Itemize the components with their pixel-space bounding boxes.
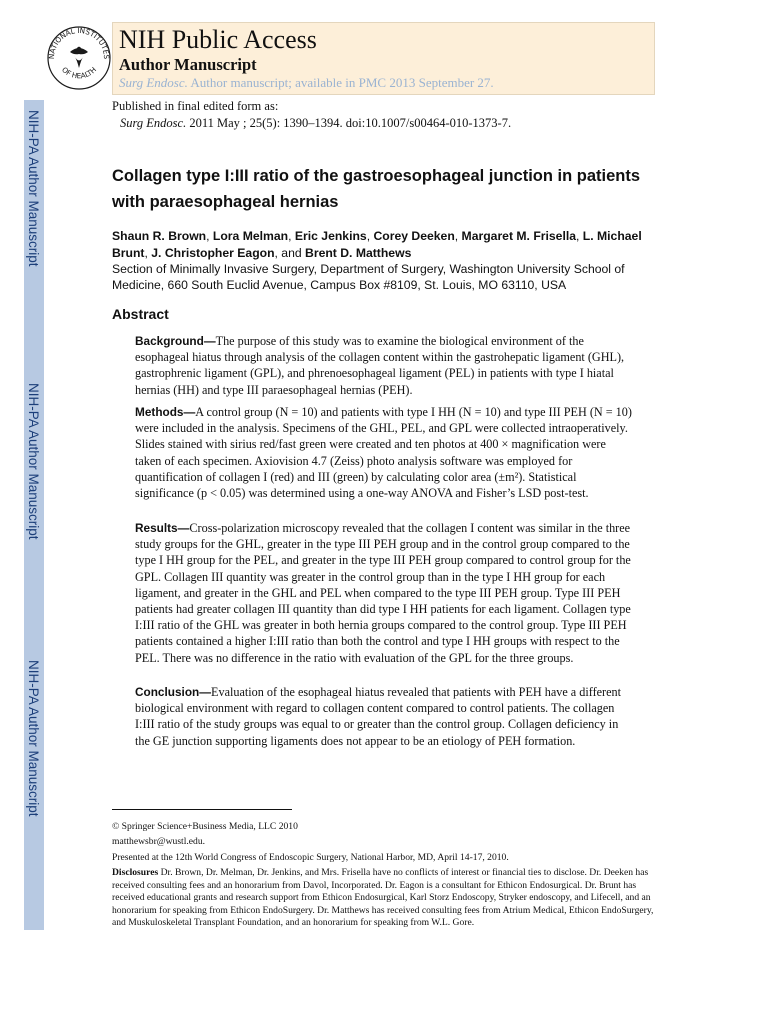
header-subtitle: Author Manuscript xyxy=(119,55,257,74)
footnote-email: matthewsbr@wustl.edu. xyxy=(112,836,206,847)
footnote-disclosures: Disclosures Dr. Brown, Dr. Melman, Dr. Jenkins, and Mrs. Frisella have no conflicts of interest or financial ties to disclose. Dr. Deeken has received consulting fees and an honorarium from Davol, Incorporated. Dr. Eagon is a consultant for Ethicon Endosurgical. Dr. Brunt has received educational grants and research support from Ethicon Endosurgical, Karl Storz Endoscopy, Stryker endoscopy, and Lifecell, and an honorarium for speaking from Ethicon EndoSurgery. Dr. Matthews has received consulting fees from Atrium Medical, Ethicon EndoSurgery, and Muskuloskeletal Transplant Foundation, and an honorarium for speaking from W.L. Gore. xyxy=(112,867,654,928)
abstract-conclusion: Conclusion—Evaluation of the esophageal hiatus revealed that patients with PEH have a different biological environment with regard to collagen content compared to control patients. The collagen I:III ratio of the study groups was equal to or greater than the control group. Collagen deficiency in the GE junction supporting ligaments does not appear to be an etiology of PEH formation. xyxy=(135,685,621,748)
nih-header xyxy=(112,22,655,95)
logo-text-bottom: OF HEALTH xyxy=(59,65,99,81)
footnote-copyright: © Springer Science+Business Media, LLC 2010 xyxy=(112,821,298,832)
abstract-heading: Abstract xyxy=(112,306,169,322)
header-title: NIH Public Access xyxy=(119,25,317,54)
footnote-rule xyxy=(112,809,292,810)
publication-label: Published in final edited form as: xyxy=(112,99,279,113)
abstract-results: Results—Cross-polarization microscopy revealed that the collagen I content was similar in the three study groups for the GHL, greater in the type III PEH group and in the control group compared to the type I HH group for the PEL, and greater in the type III PEH group compared to control group for the GPL. Collagen III quantity was greater in the control group than in the type I HH group for each ligament, and greater in the GHL and PEL when compared to the type III PEH group. Type III PEH patients had greater collagen III quantity than did type I HH patients for each ligament. Collagen type I:III ratio of the GHL was greater in both hernia groups compared to the control group. Type III PEH patients contained a higher I:III ratio than both the control and type I HH groups with respect to the PEL. There was no difference in the ratio with evaluation of the GPL for the three groups. xyxy=(135,521,631,665)
paper-title: Collagen type I:III ratio of the gastroesophageal junction in patients with paraesophageal hernias xyxy=(112,167,641,211)
publication-citation: Surg Endosc. 2011 May ; 25(5): 1390–1394. doi:10.1007/s00464-010-1373-7. xyxy=(120,116,512,130)
author-list: Shaun R. Brown, Lora Melman, Eric Jenkins, Corey Deeken, Margaret M. Frisella, L. Michael Brunt, J. Christopher Eagon, and Brent D. Matthews xyxy=(112,229,642,260)
affiliation: Section of Minimally Invasive Surgery, Department of Surgery, Washington University School of Medicine, 660 South Euclid Avenue, Campus Box #8109, St. Louis, MO 63110, USA xyxy=(112,262,625,292)
header-note: Surg Endosc. Author manuscript; available in PMC 2013 September 27. xyxy=(119,75,494,90)
logo-text-top: NATIONAL INSTITUTES xyxy=(46,25,112,60)
eagle-icon xyxy=(70,47,88,68)
abstract-methods: Methods—A control group (N = 10) and patients with type I HH (N = 10) and type III PEH (N = 10) were included in the analysis. Specimens of the GHL, PEL, and GPL were collected intraoperatively. Slides stained with sirius red/fast green were created and ten photos at 400 × magnification were taken of each specimen. Axiovision 4.7 (Zeiss) photo analysis software was employed for quantification of collagen I (red) and III (green) by calculating color area (±m²). Statistical significance (p < 0.05) was determined using a one-way ANOVA and Fisher’s LSD post-test. xyxy=(135,405,632,501)
publication-info xyxy=(112,98,511,132)
footnote-presented: Presented at the 12th World Congress of Endoscopic Surgery, National Harbor, MD, April 14-17, 2010. xyxy=(112,852,509,863)
nih-logo xyxy=(44,22,114,92)
abstract-background: Background—The purpose of this study was to examine the biological environment of the esophageal hiatus through analysis of the collagen content within the gastrohepatic ligament (GHL), gastrophrenic ligament (GPL), and phrenoesophageal ligament (PEL) in patients with type I hiatal hernias (HH) and type III paraesophageal hernias (PEH). xyxy=(135,334,625,397)
